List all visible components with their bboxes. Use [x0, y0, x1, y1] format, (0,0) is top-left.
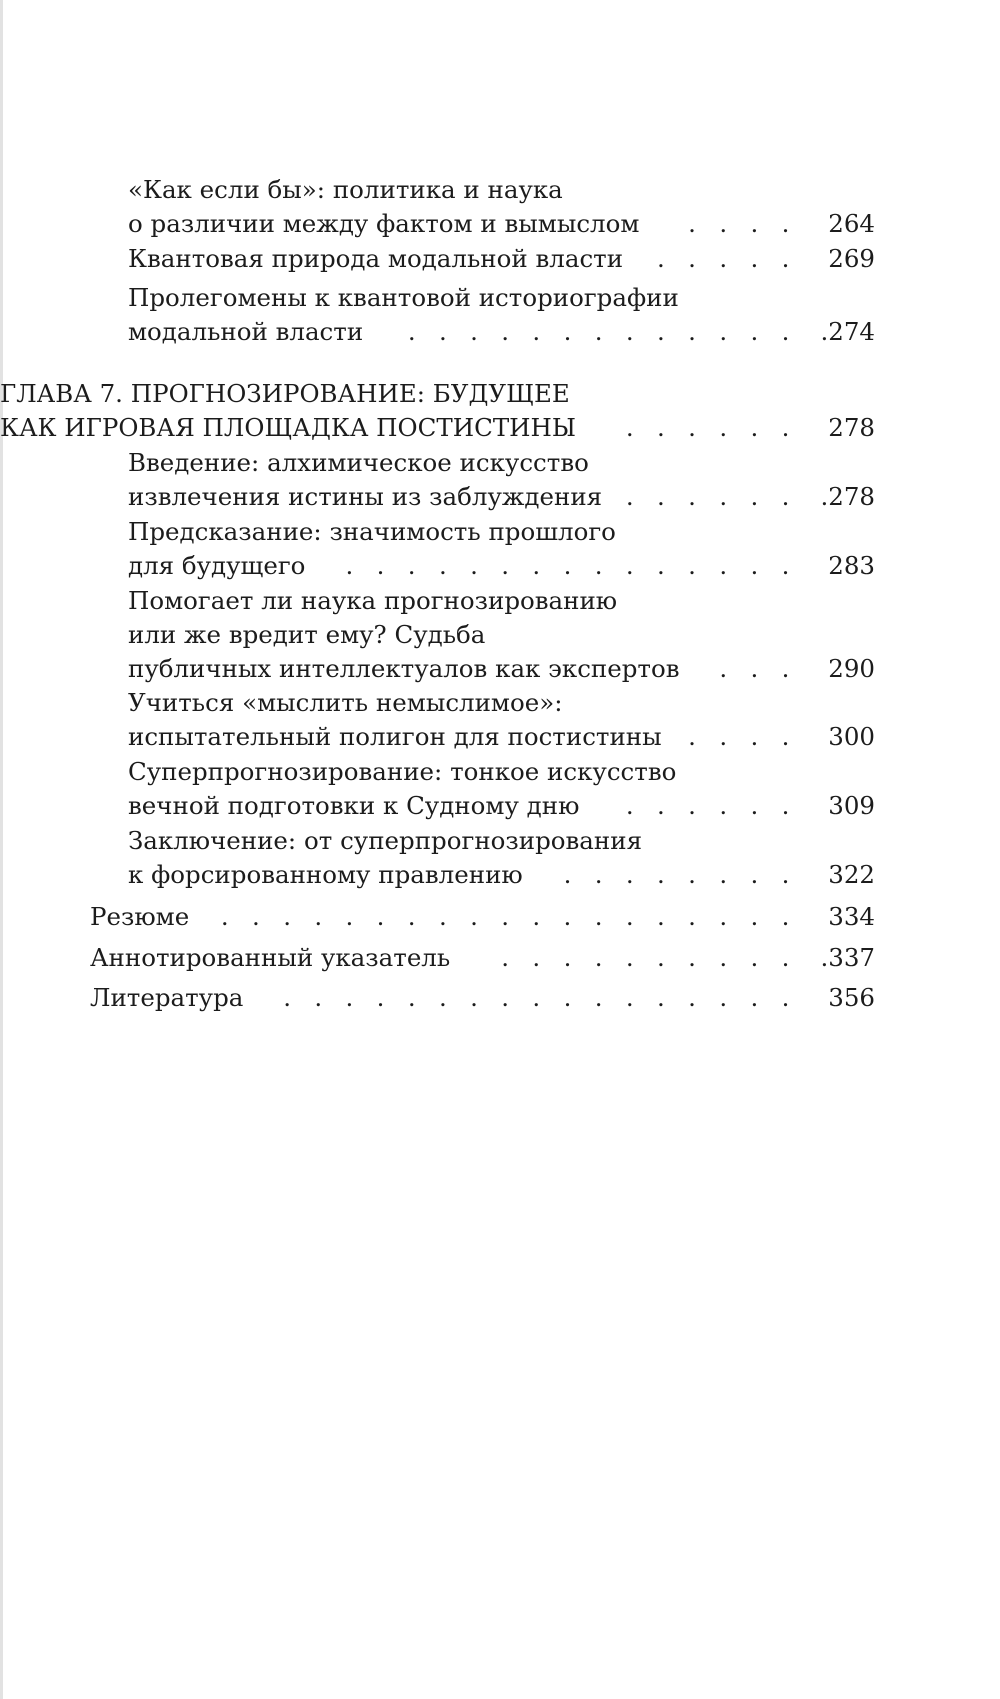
chapter-title: ГЛАВА 7. ПРОГНОЗИРОВАНИЕ: БУДУЩЕЕ — [0, 379, 570, 408]
entry-title: или же вредит ему? Судьба — [128, 620, 486, 649]
toc-entry-line — [0, 899, 1000, 935]
leader-dots: . . . . . . — [618, 791, 805, 820]
toc-entry-line — [0, 479, 1000, 515]
leader-dots: . . . . . . . . — [555, 860, 805, 889]
entry-title: Резюме — [90, 902, 190, 931]
page-number: 278 — [828, 413, 875, 442]
entry-title: Введение: алхимическое искусство — [128, 448, 589, 477]
toc-entry-line — [0, 548, 1000, 584]
leader-dots: . . . . — [680, 722, 805, 751]
entry-title: Пролегомены к квантовой историографии — [128, 283, 679, 312]
toc-entry-line — [0, 280, 1000, 316]
page-number: 356 — [828, 983, 875, 1012]
page-number: .278 — [820, 482, 875, 511]
leader-dots: . . . . . . . . . . — [493, 943, 805, 972]
leader-dots: . . . . — [680, 209, 805, 238]
leader-dots: . . . . . . . . . . . . . . . — [337, 551, 805, 580]
toc-entry-line — [0, 617, 1000, 653]
page-number: .337 — [820, 943, 875, 972]
chapter-title: КАК ИГРОВАЯ ПЛОЩАДКА ПОСТИСТИНЫ — [0, 413, 577, 442]
entry-title: извлечения истины из заблуждения — [128, 482, 603, 511]
leader-dots: . . . . . . . . . . . . . . . . . — [275, 983, 805, 1012]
toc-entry-line — [0, 685, 1000, 721]
toc-entry-line — [0, 823, 1000, 859]
chapter-heading-line — [0, 376, 1000, 412]
leader-dots: . . . . . . . . . . . . . . . . . . . — [213, 902, 805, 931]
toc-entry-line — [0, 754, 1000, 790]
page-number: 283 — [828, 551, 875, 580]
entry-title: модальной власти — [128, 317, 364, 346]
entry-title: Учиться «мыслить немыслимое»: — [128, 688, 563, 717]
entry-title: Литература — [90, 983, 244, 1012]
entry-title: к форсированному правлению — [128, 860, 523, 889]
leader-dots: . . . . . . — [618, 482, 805, 511]
toc-entry-line — [0, 241, 1000, 277]
page-number: 264 — [828, 209, 875, 238]
toc-entry-line — [0, 857, 1000, 893]
entry-title: вечной подготовки к Судному дню — [128, 791, 580, 820]
entry-title: публичных интеллектуалов как экспертов — [128, 654, 680, 683]
toc-entry-line — [0, 583, 1000, 619]
entry-title: для будущего — [128, 551, 306, 580]
toc-entry-line — [0, 172, 1000, 208]
toc-entry-line — [0, 980, 1000, 1016]
entry-title: Помогает ли наука прогнозированию — [128, 586, 618, 615]
chapter-heading-line — [0, 410, 1000, 446]
page-number: 334 — [828, 902, 875, 931]
page-number: 290 — [828, 654, 875, 683]
toc-entry-line — [0, 514, 1000, 550]
toc-entry-line — [0, 940, 1000, 976]
entry-title: Предсказание: значимость прошлого — [128, 517, 616, 546]
toc-entry-line — [0, 314, 1000, 350]
entry-title: Заключение: от суперпрогнозирования — [128, 826, 643, 855]
page-number: .274 — [820, 317, 875, 346]
toc-entry-line — [0, 788, 1000, 824]
leader-dots: . . . — [711, 654, 805, 683]
entry-title: Квантовая природа модальной власти — [128, 244, 624, 273]
entry-title: о различии между фактом и вымыслом — [128, 209, 640, 238]
entry-title: испытательный полигон для постистины — [128, 722, 662, 751]
page-number: 309 — [828, 791, 875, 820]
toc-entry-line — [0, 445, 1000, 481]
entry-title: Аннотированный указатель — [90, 943, 451, 972]
page-number: 300 — [828, 722, 875, 751]
entry-title: «Как если бы»: политика и наука — [128, 175, 563, 204]
leader-dots: . . . . . . . . . . . . . — [400, 317, 805, 346]
page-number: 269 — [828, 244, 875, 273]
leader-dots: . . . . . — [649, 244, 805, 273]
toc-entry-line — [0, 206, 1000, 242]
toc-entry-line — [0, 651, 1000, 687]
page-number: 322 — [828, 860, 875, 889]
toc-entry-line — [0, 719, 1000, 755]
leader-dots: . . . . . . — [618, 413, 805, 442]
entry-title: Суперпрогнозирование: тонкое искусство — [128, 757, 677, 786]
